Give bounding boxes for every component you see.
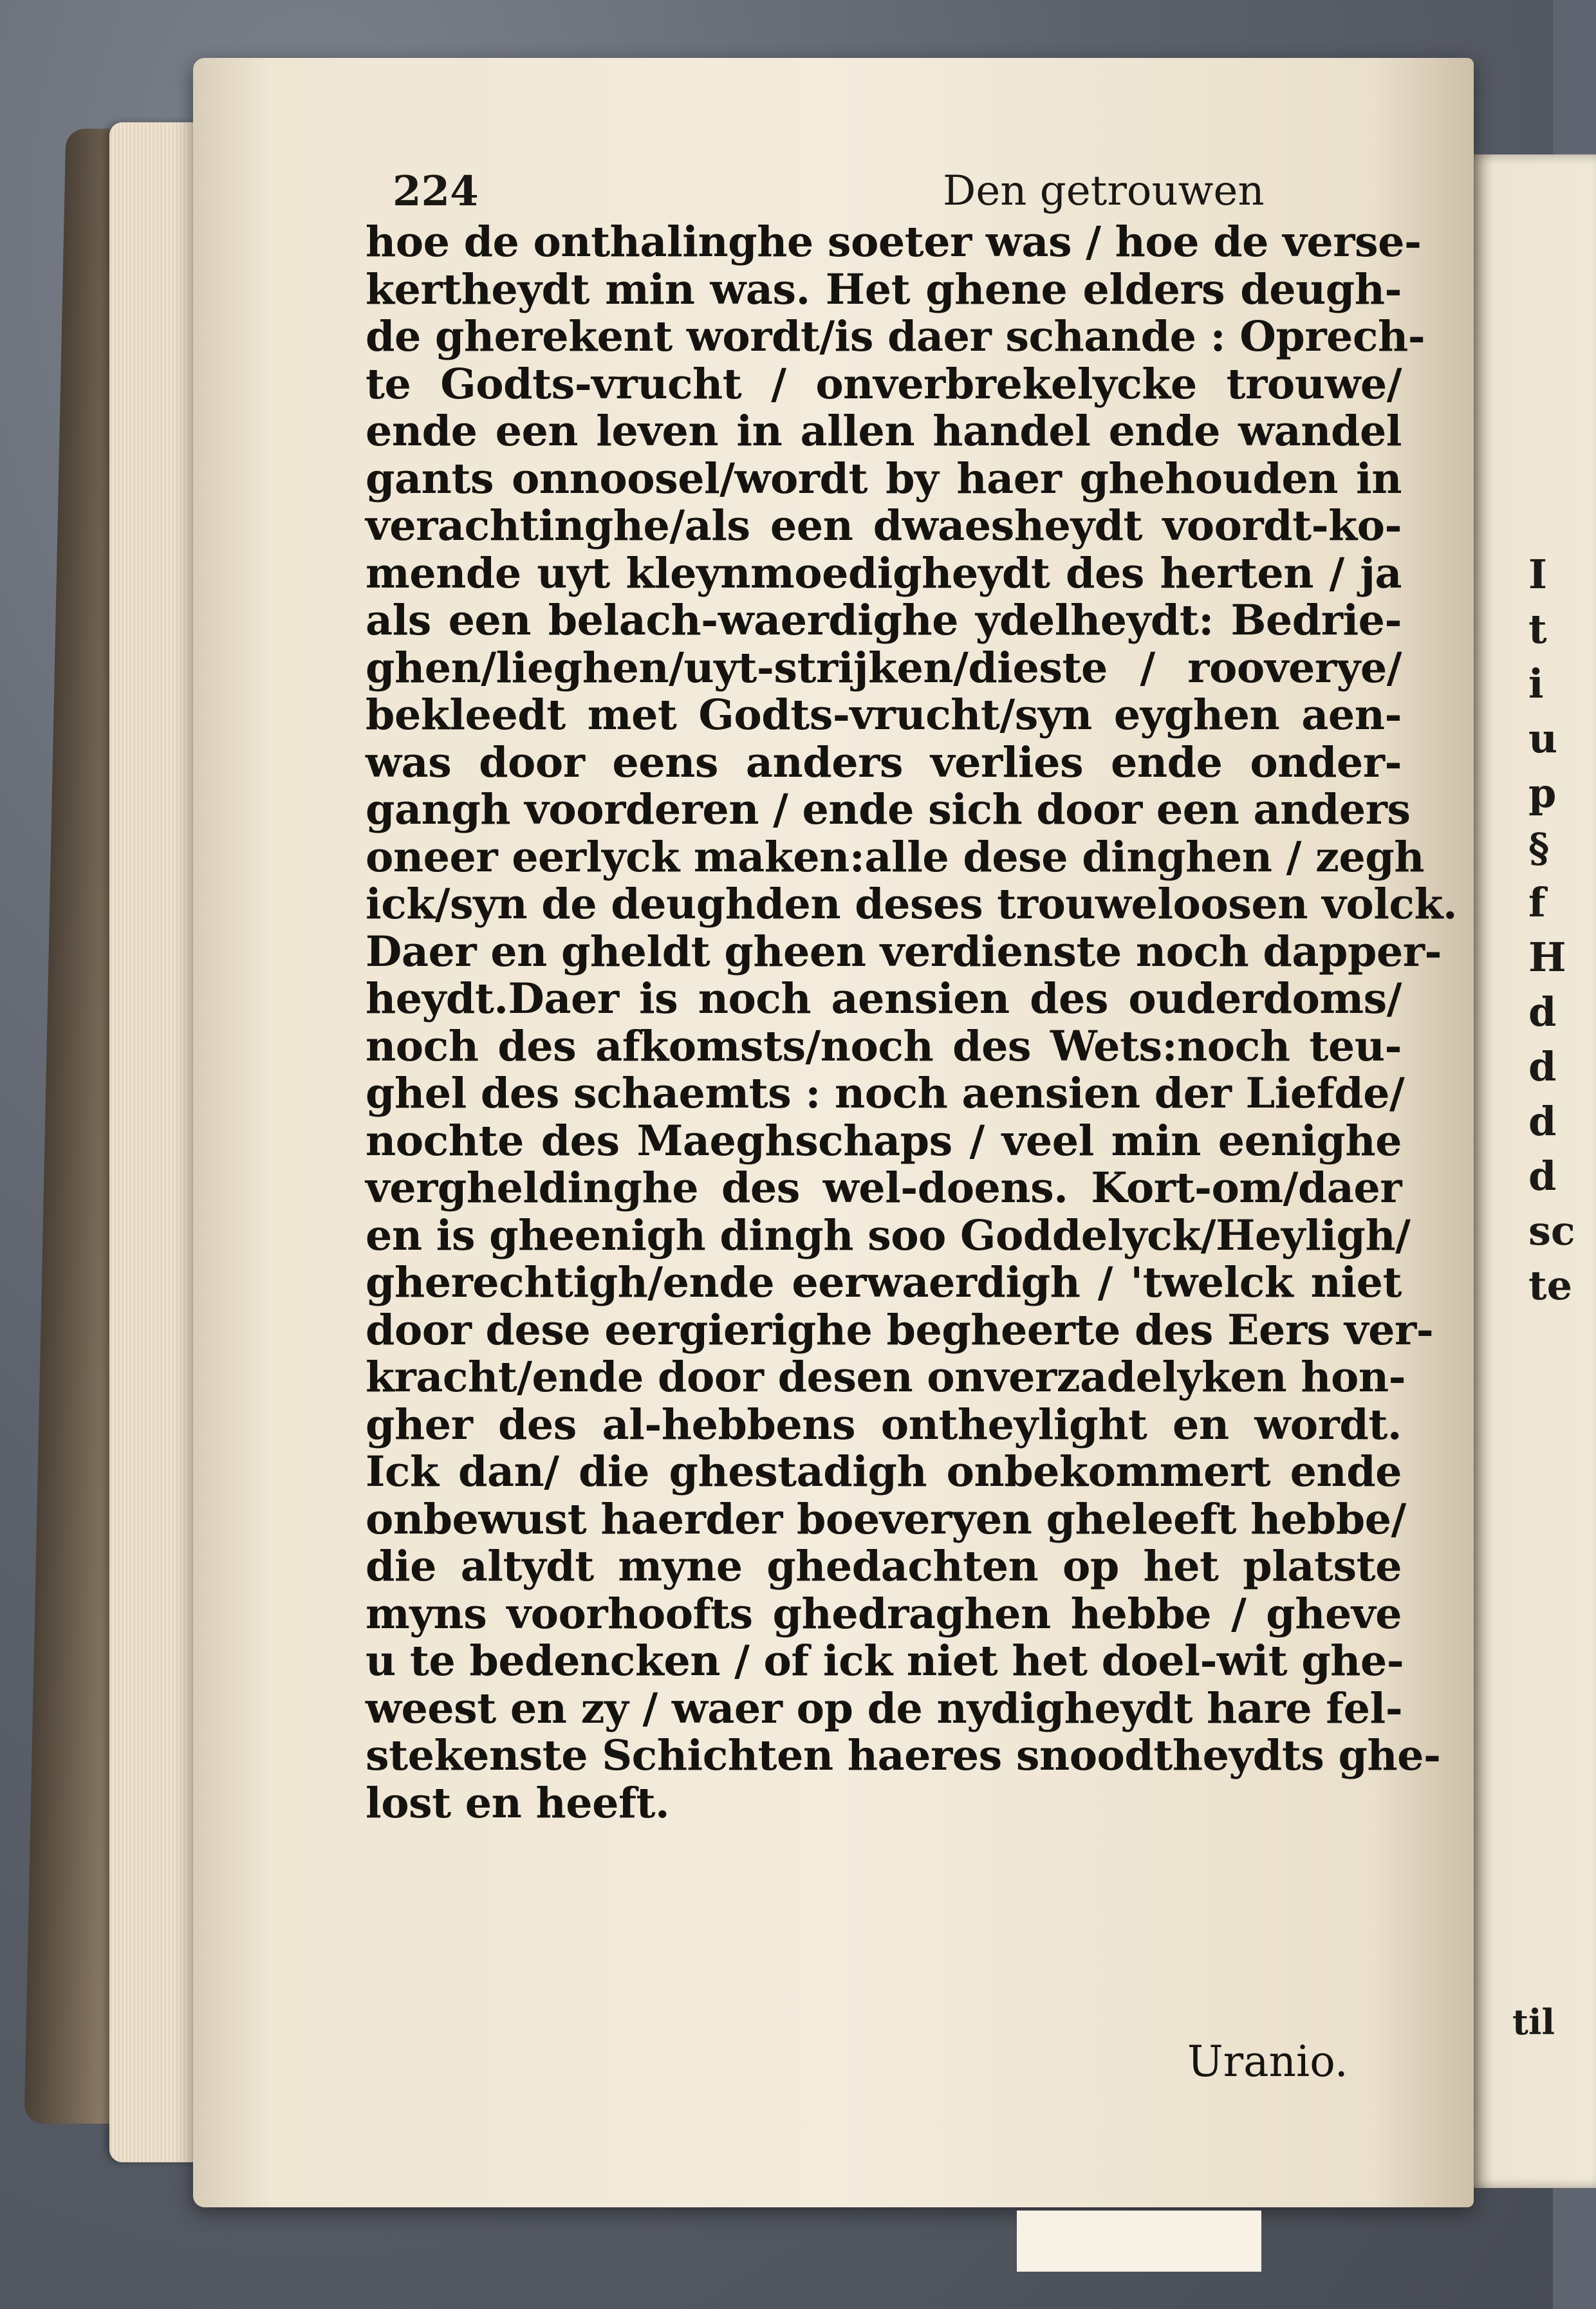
book-page xyxy=(193,58,1474,2207)
body-text xyxy=(366,218,1458,1828)
catchword: Uranio. xyxy=(1187,2037,1348,2086)
text-line: onbewust haerder boeveryen gheleeft hebbe/ xyxy=(366,1494,1406,1544)
text-line: gher des al-hebbens ontheylight en wordt. xyxy=(366,1400,1402,1449)
text-line: te Godts-vrucht / onverbrekelycke trouwe/ xyxy=(366,359,1402,409)
text-line: Daer en gheldt gheen verdienste noch dapper- xyxy=(366,927,1442,976)
text-line: mende uyt kleynmoedigheydt des herten / ja xyxy=(366,548,1402,598)
text-line: gherechtigh/ende eerwaerdigh / 'twelck niet xyxy=(366,1258,1402,1307)
text-line: noch des afkomsts/noch des Wets:noch teu- xyxy=(366,1021,1402,1071)
text-line: Ick dan/ die ghestadigh onbekommert ende xyxy=(366,1447,1402,1496)
text-line: kracht/ende door desen onverzadelyken hon- xyxy=(366,1353,1406,1402)
text-line: ghel des schaemts : noch aensien der Liefde/ xyxy=(366,1069,1405,1118)
text-line: vergheldinghe des wel-doens. Kort-om/daer xyxy=(366,1164,1402,1212)
text-line: was door eens anders verlies ende onder- xyxy=(366,737,1402,787)
text-line: lost en heeft. xyxy=(366,1778,670,1828)
page-number: 224 xyxy=(393,167,479,216)
text-line: oneer eerlyck maken:alle dese dinghen / zegh xyxy=(366,832,1424,882)
facing-page-text: I t i u p § f H d d d d sc te xyxy=(1528,551,1575,1309)
text-line: ghen/lieghen/uyt-strijken/dieste / rooverye/ xyxy=(366,643,1402,692)
text-line: kertheydt min was. Het ghene elders deugh- xyxy=(366,264,1402,314)
text-line: door dese eergierighe begheerte des Eers ver- xyxy=(366,1305,1434,1355)
text-line: ick/syn de deughden deses trouweloosen volck. xyxy=(366,880,1458,929)
text-line: verachtinghe/als een dwaesheydt voordt-ko- xyxy=(366,501,1402,550)
text-line: bekleedt met Godts-vrucht/syn eyghen aen- xyxy=(366,691,1402,739)
text-line: gangh voorderen / ende sich door een anders xyxy=(366,785,1411,834)
text-line: myns voorhoofts ghedraghen hebbe / gheve xyxy=(366,1589,1402,1638)
facing-page xyxy=(1467,154,1596,2188)
text-line: en is gheenigh dingh soo Goddelyck/Heyligh/ xyxy=(366,1210,1411,1260)
text-line: gants onnoosel/wordt by haer ghehouden in xyxy=(366,454,1402,503)
text-line: nochte des Maeghschaps / veel min eenighe xyxy=(366,1116,1402,1165)
text-line: als een belach-waerdighe ydelheydt: Bedrie- xyxy=(366,596,1402,645)
text-line: de gherekent wordt/is daer schande : Oprech- xyxy=(366,312,1425,361)
text-line: stekenste Schichten haeres snoodtheydts ghe- xyxy=(366,1731,1441,1780)
text-line: weest en zy / waer op de nydigheydt hare fel- xyxy=(366,1683,1403,1733)
text-line: ende een leven in allen handel ende wandel xyxy=(366,407,1402,456)
text-line: die altydt myne ghedachten op het platste xyxy=(366,1542,1402,1591)
running-head-title: Den getrouwen xyxy=(943,167,1265,215)
text-line: u te bedencken / of ick niet het doel-wit ghe- xyxy=(366,1637,1404,1685)
text-line: hoe de onthalinghe soeter was / hoe de verse- xyxy=(366,218,1422,266)
text-line: heydt.Daer is noch aensien des ouderdoms/ xyxy=(366,974,1402,1023)
paper-label-strip xyxy=(1017,2211,1261,2272)
facing-page-tail: til xyxy=(1512,2001,1555,2043)
